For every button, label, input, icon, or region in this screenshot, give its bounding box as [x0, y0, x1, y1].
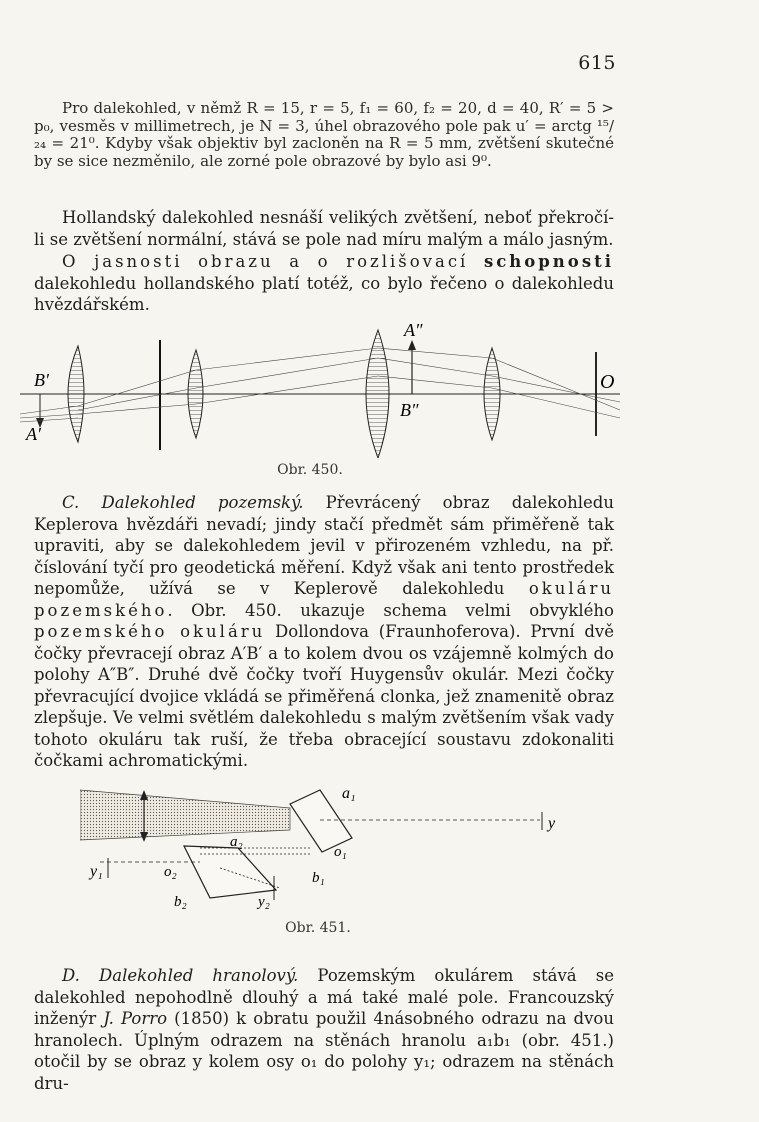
label-y1: y₁	[90, 863, 103, 880]
light-beam	[80, 790, 290, 840]
figure-451	[80, 778, 580, 913]
arrow-head-app	[408, 340, 416, 350]
figure-450-caption: Obr. 450.	[277, 462, 343, 478]
figure-451-caption: Obr. 451.	[285, 920, 351, 936]
label-ap: A′	[26, 424, 41, 444]
label-a2: a₂	[230, 834, 243, 850]
hranolovy-title: D. Dalekohled hranolový.	[62, 966, 299, 985]
label-b2: b₂	[174, 894, 187, 910]
schopnosti-spaced: schopnosti	[483, 252, 614, 271]
pozemsky-s2: pozemského okuláru	[34, 622, 266, 641]
jasnost-rest: dalekohledu hollandského platí totéž, co bylo řečeno o dalekohledu hvězdářském.	[34, 273, 614, 314]
example-text: Pro dalekohled, v němž R = 15, r = 5, f₁ = 60, f₂ = 20, d = 40, R′ = 5 > p₀, vesměs v millimetrech, je N = 3, úhel obrazového pole pak u′ = arctg ¹⁵/₂₄ = 21⁰. Kdyby však objektiv byl zacloněn na R = 5 mm, zvětšení skutečné by se sice nezměnilo, ale zorné pole obrazové by bylo asi 9⁰.	[34, 99, 614, 170]
paragraph-hranolovy	[34, 965, 614, 1094]
label-y2: y₂	[258, 894, 270, 910]
pozemsky-text	[34, 492, 614, 772]
pozemsky-t3: Dollondova (Fraunhoferova). První dvě čočky převracejí obraz A′B′ a to kolem dvou os vzájemně kolmých do polohy A″B″. Druhé dvě čočky tvoří Huygensův okulár. Mezi čočky převracující dvojice vkládá se přiměřená clonka, jež znamenitě obraz zlepšuje. Ve velmi světlém dalekohledu s malým zvětšením však vady tohoto okuláru tak ruší, že třeba obracející soustavu zdokonaliti čočkami achromatickými.	[34, 622, 614, 770]
label-o2: o₂	[164, 864, 177, 880]
jasnost-text	[34, 251, 614, 316]
hranolovy-text	[34, 965, 614, 1094]
paragraph-example	[34, 100, 614, 170]
paragraph-hollandsky	[34, 207, 614, 250]
hollandsky-text: Hollandský dalekohled nesnáší velikých zvětšení, neboť překročí-li se zvětšení normální, stává se pole nad míru malým a málo jasným.	[34, 208, 614, 249]
paragraph-pozemsky	[34, 492, 614, 772]
pozemsky-title: C. Dalekohled pozemský.	[62, 493, 304, 512]
pozemsky-t2: . Obr. 450. ukazuje schema velmi obvyklého	[167, 600, 614, 620]
label-o: O	[600, 371, 615, 393]
figure-450	[20, 318, 640, 458]
lens-4	[484, 348, 500, 440]
porro-name: J. Porro	[103, 1009, 168, 1028]
label-bpp: B″	[400, 400, 419, 420]
label-o1: o₁	[334, 844, 347, 860]
pozemsky-t1: Převrácený obraz dalekohledu Keplerova hvězdáři nevadí; jindy stačí předmět sám přiměřeně tak upraviti, aby se dalekohledem jevil v přirozeném vzhledu, na př. číslování tyčí pro geodetická měření. Když však ani tento prostředek nepomůže, užívá se v Keplerově dalekohledu	[34, 493, 614, 598]
label-a1: a₁	[342, 785, 356, 802]
pozemsky-s1: okuláru pozemského	[34, 579, 614, 620]
lens-2	[188, 350, 203, 438]
rays	[20, 348, 620, 422]
paragraph-jasnost	[34, 251, 614, 316]
lens-1	[68, 346, 84, 442]
label-app: A″	[404, 320, 423, 340]
jasnost-spaced: O jasnosti obrazu a o rozlišovací	[62, 252, 484, 271]
hranolovy-t1: Pozemským okulárem stává se dalekohled nepohodlně dlouhý a má také malé pole. Francouzský inženýr	[34, 966, 614, 1028]
label-bp: B′	[34, 370, 49, 390]
hranolovy-t2: (1850) k obratu použil 4násobného odrazu na dvou hranolech. Úplným odrazem na stěnách hranolu a₁b₁ (obr. 451.) otočil by se obraz y kolem osy o₁ do polohy y₁; odrazem na stěnách dru-	[34, 1009, 614, 1093]
page-number: 615	[578, 52, 616, 74]
label-b1: b₁	[312, 870, 325, 886]
label-y: y	[548, 815, 556, 832]
